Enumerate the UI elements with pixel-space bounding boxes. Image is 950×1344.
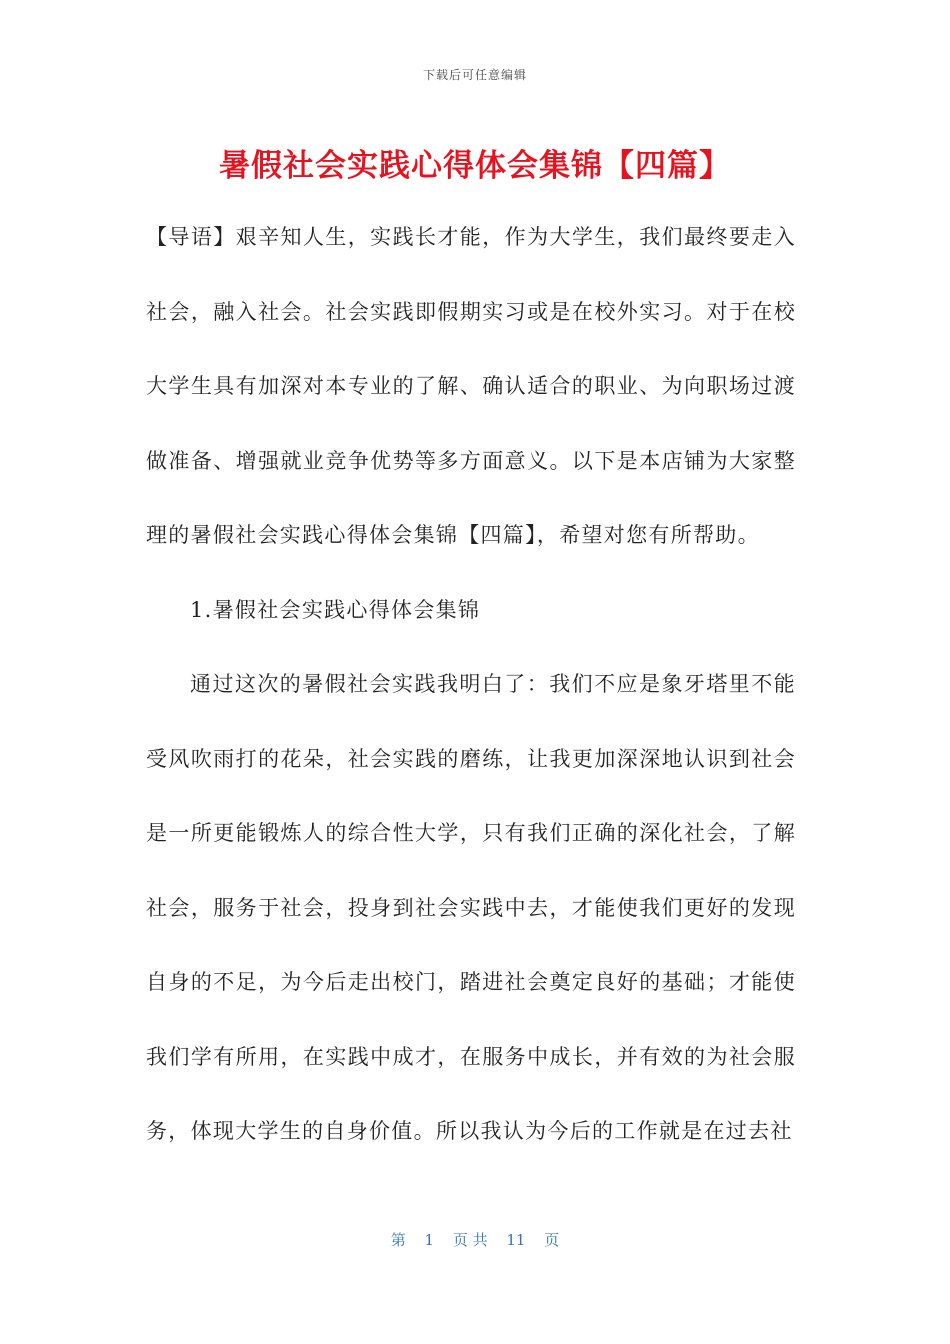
total-pages-number: 11 [506,1231,526,1249]
page-label-suffix: 页 [544,1231,560,1249]
header-note: 下载后可任意编辑 [422,68,527,82]
intro-paragraph: 【导语】艰辛知人生，实践长才能，作为大学生，我们最终要走入社会，融入社会。社会实践即假期实习或是在校外实习。对于在校大学生具有加深对本专业的了解、确认适合的职业、为向职场过渡做准备、增强就业竞争优势等多方面意义。以下是本店铺为大家整理的暑假社会实践心得体会集锦【四篇】，希望对您有所帮助。 [146,225,796,547]
page-label-prefix: 第 [390,1231,406,1249]
document-body [146,200,796,1169]
document-title: 暑假社会实践心得体会集锦【四篇】 [219,148,731,184]
current-page-number: 1 [424,1231,435,1249]
body-paragraph: 通过这次的暑假社会实践我明白了：我们不应是象牙塔里不能受风吹雨打的花朵，社会实践的磨练，让我更加深深地认识到社会是一所更能锻炼人的综合性大学，只有我们正确的深化社会，了解社会，服务于社会，投身到社会实践中去，才能使我们更好的发现自身的不足，为今后走出校门，踏进社会奠定良好的基础；才能使我们学有所用，在实践中成才，在服务中成长，并有效的为社会服务，体现大学生的自身价值。所以我认为今后的工作就是在过去社 [146,672,796,1143]
page-label-mid: 页 共 [452,1231,488,1249]
section-heading: 1.暑假社会实践心得体会集锦 [190,597,481,622]
page-footer [0,1229,950,1250]
